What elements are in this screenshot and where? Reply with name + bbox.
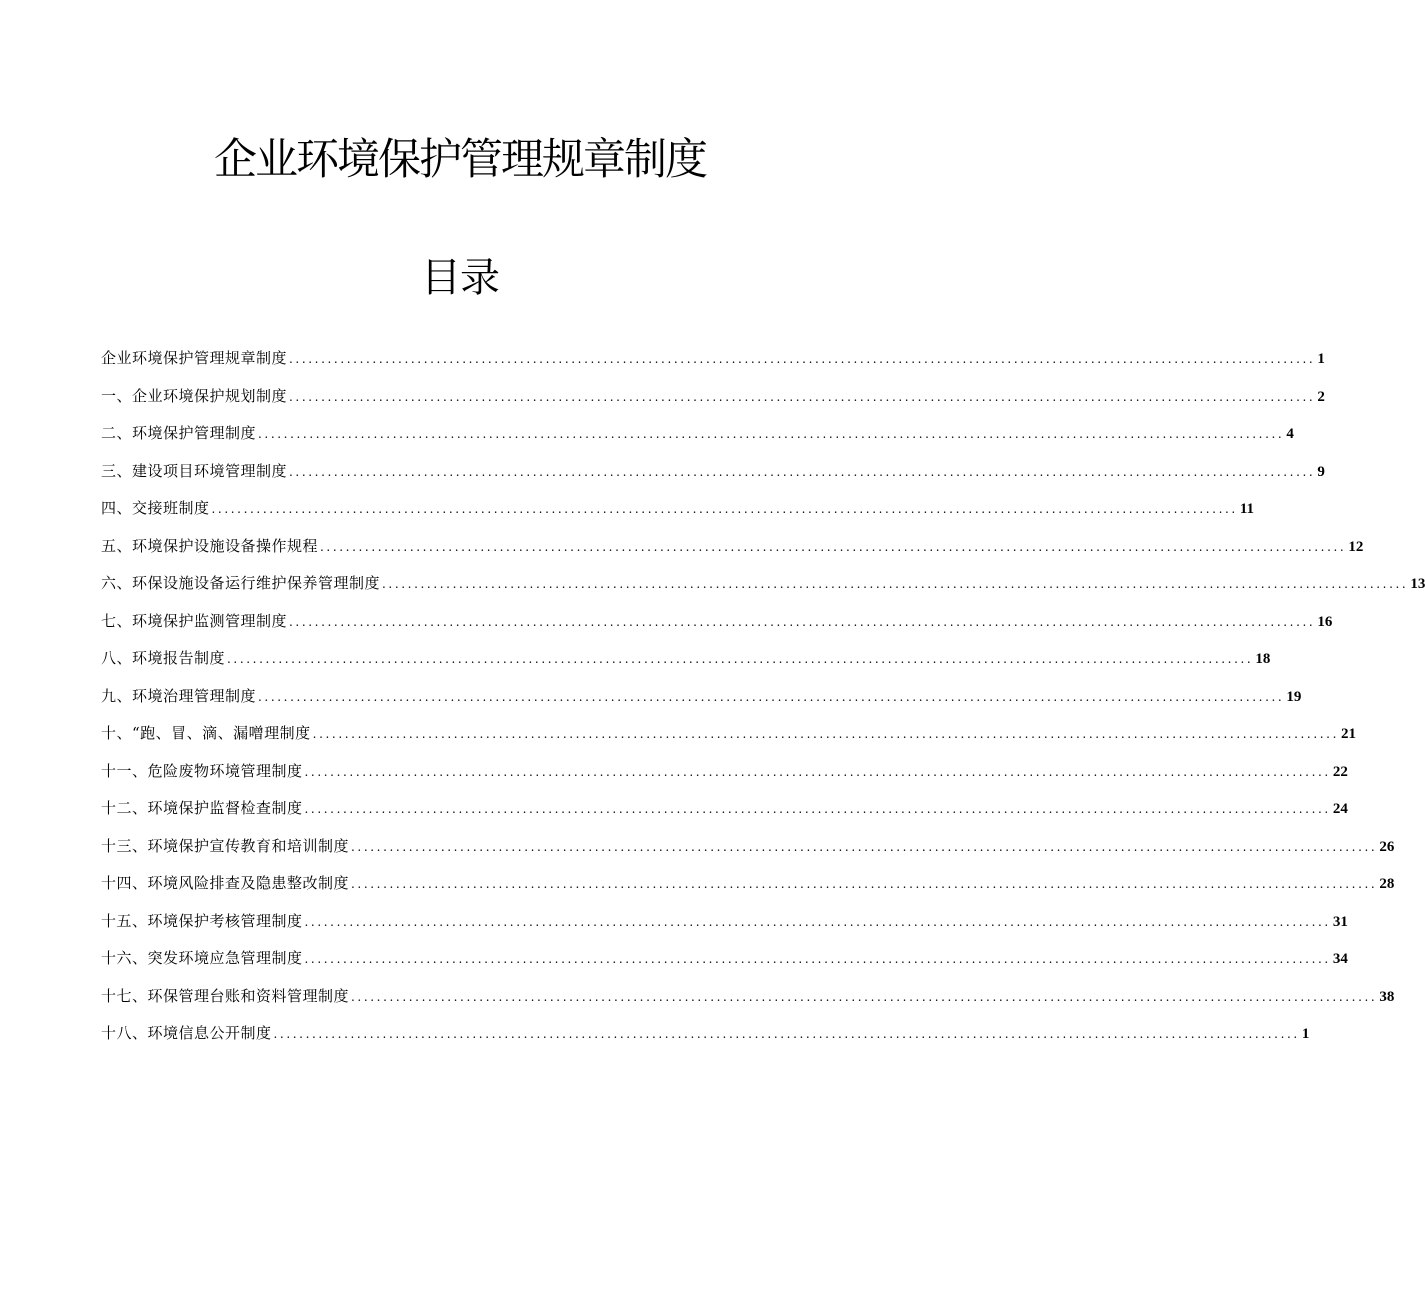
toc-entry[interactable] xyxy=(101,343,1325,381)
toc-entry[interactable] xyxy=(101,568,1425,606)
toc-entry-label: 十六、突发环境应急管理制度 xyxy=(101,949,303,967)
toc-entry-page: 31 xyxy=(1332,913,1348,930)
toc-entry-label: 三、建设项目环境管理制度 xyxy=(101,461,288,480)
toc-entry[interactable] xyxy=(101,681,1302,719)
toc-entry[interactable] xyxy=(101,531,1364,569)
toc-entry[interactable] xyxy=(101,718,1356,756)
toc-entry-page: 1 xyxy=(1301,1026,1310,1042)
toc-leader-dots: ................................................................................................................................................................ xyxy=(382,577,1409,591)
toc-leader-dots: ................................................................................................................................................................ xyxy=(227,652,1254,666)
toc-entry-label: 十三、环境保护宣传教育和培训制度 xyxy=(101,836,350,855)
toc-leader-dots: ................................................................................................................................................................ xyxy=(211,502,1238,516)
toc-entry-label: 五、环境保护设施设备操作规程 xyxy=(101,536,319,555)
toc-entry-page: 24 xyxy=(1332,801,1348,817)
toc-leader-dots: ................................................................................................................................................................ xyxy=(258,427,1285,441)
toc-entry[interactable] xyxy=(101,793,1348,831)
toc-entry[interactable] xyxy=(101,981,1395,1019)
toc-leader-dots: ................................................................................................................................................................ xyxy=(351,877,1378,891)
toc-entry-label: 十八、环境信息公开制度 xyxy=(101,1024,272,1042)
toc-entry[interactable] xyxy=(101,756,1348,794)
toc-entry[interactable] xyxy=(101,906,1348,944)
toc-entry-label: 六、环保设施设备运行维护保养管理制度 xyxy=(101,574,381,592)
toc-leader-dots: ................................................................................................................................................................ xyxy=(312,727,1339,741)
toc-leader-dots: ................................................................................................................................................................ xyxy=(351,839,1378,854)
table-of-contents xyxy=(101,343,1425,1056)
toc-entry-label: 八、环境报告制度 xyxy=(101,649,226,667)
toc-leader-dots: ................................................................................................................................................................ xyxy=(304,764,1331,779)
toc-leader-dots: ................................................................................................................................................................ xyxy=(304,914,1331,929)
toc-entry-label: 一、企业环境保护规划制度 xyxy=(101,386,288,405)
toc-entry[interactable] xyxy=(101,381,1325,419)
toc-entry-page: 18 xyxy=(1255,651,1271,667)
toc-entry[interactable] xyxy=(101,456,1325,494)
toc-entry[interactable] xyxy=(101,643,1271,681)
toc-entry-label: 十四、环境风险排查及隐患整改制度 xyxy=(101,874,350,892)
toc-leader-dots: ................................................................................................................................................................ xyxy=(289,464,1316,479)
toc-leader-dots: ................................................................................................................................................................ xyxy=(320,539,1347,554)
toc-leader-dots: ................................................................................................................................................................ xyxy=(273,1027,1300,1041)
toc-entry[interactable] xyxy=(101,606,1333,644)
toc-entry-page: 13 xyxy=(1410,576,1425,592)
toc-entry-label: 企业环境保护管理规章制度 xyxy=(101,349,288,367)
toc-entry-page: 21 xyxy=(1340,726,1356,742)
toc-heading: 目录 xyxy=(421,255,499,301)
toc-entry-page: 28 xyxy=(1379,876,1395,892)
toc-entry-page: 34 xyxy=(1332,951,1348,967)
toc-leader-dots: ................................................................................................................................................................ xyxy=(258,689,1285,704)
toc-entry-label: 十、“跑、冒、滴、漏噌理制度 xyxy=(101,724,311,742)
toc-leader-dots: ................................................................................................................................................................ xyxy=(304,802,1331,816)
toc-entry-page: 4 xyxy=(1286,426,1294,442)
toc-leader-dots: ................................................................................................................................................................ xyxy=(289,389,1316,404)
toc-entry[interactable] xyxy=(101,1018,1310,1056)
toc-leader-dots: ................................................................................................................................................................ xyxy=(304,952,1331,966)
toc-entry[interactable] xyxy=(101,868,1395,906)
toc-entry-label: 七、环境保护监测管理制度 xyxy=(101,611,288,630)
toc-entry-label: 十二、环境保护监督检查制度 xyxy=(101,799,303,817)
toc-entry-page: 1 xyxy=(1317,351,1325,367)
toc-entry[interactable] xyxy=(101,831,1395,869)
toc-entry-page: 22 xyxy=(1332,763,1348,780)
toc-entry-page: 38 xyxy=(1379,988,1395,1005)
toc-entry-label: 十一、危险废物环境管理制度 xyxy=(101,761,303,780)
toc-entry-page: 19 xyxy=(1286,688,1302,705)
toc-leader-dots: ................................................................................................................................................................ xyxy=(351,989,1378,1004)
toc-entry-page: 26 xyxy=(1379,838,1395,855)
toc-entry[interactable] xyxy=(101,418,1294,456)
toc-entry[interactable] xyxy=(101,943,1348,981)
toc-entry-page: 12 xyxy=(1348,538,1364,555)
toc-leader-dots: ................................................................................................................................................................ xyxy=(289,352,1316,366)
toc-entry-page: 16 xyxy=(1317,613,1333,630)
toc-entry-label: 十七、环保管理台账和资料管理制度 xyxy=(101,986,350,1005)
toc-entry-page: 9 xyxy=(1317,463,1325,480)
toc-entry-page: 2 xyxy=(1317,388,1325,405)
toc-entry-label: 十五、环境保护考核管理制度 xyxy=(101,911,303,930)
document-title: 企业环境保护管理规章制度 xyxy=(214,135,706,185)
toc-leader-dots: ................................................................................................................................................................ xyxy=(289,614,1316,629)
toc-entry-label: 九、环境治理管理制度 xyxy=(101,686,257,705)
toc-entry-page: 11 xyxy=(1239,501,1255,517)
toc-entry-label: 四、交接班制度 xyxy=(101,499,210,517)
toc-entry[interactable] xyxy=(101,493,1255,531)
toc-entry-label: 二、环境保护管理制度 xyxy=(101,424,257,442)
